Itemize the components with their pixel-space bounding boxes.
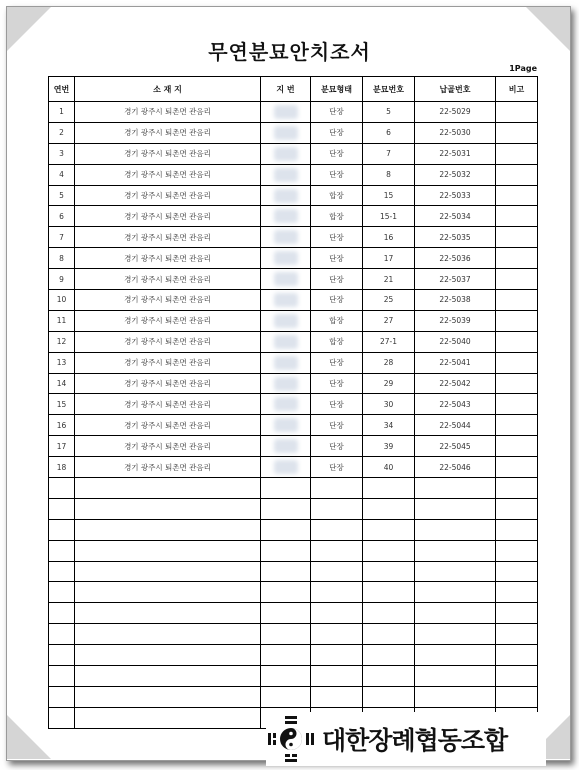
empty-cell: [496, 666, 538, 687]
cell-ossuary-number: 22-5034: [415, 206, 496, 227]
empty-table-row: [49, 686, 538, 707]
empty-cell: [311, 478, 363, 499]
empty-cell: [415, 686, 496, 707]
cell-location: 경기 광주시 퇴촌면 관음리: [75, 310, 261, 331]
cell-grave-number: 5: [363, 102, 415, 123]
cell-grave-number: 21: [363, 269, 415, 290]
cell-serial: 9: [49, 269, 75, 290]
redacted-lot-number: [274, 251, 298, 265]
cell-location: 경기 광주시 퇴촌면 관음리: [75, 185, 261, 206]
cell-ossuary-number: 22-5038: [415, 290, 496, 311]
cell-lot-number: [261, 394, 311, 415]
cell-serial: 13: [49, 352, 75, 373]
header-ossuary-number: 납골번호: [415, 77, 496, 102]
cell-grave-number: 7: [363, 143, 415, 164]
empty-cell: [363, 686, 415, 707]
empty-cell: [496, 519, 538, 540]
empty-cell: [311, 686, 363, 707]
table-row: [49, 394, 538, 415]
redacted-lot-number: [274, 230, 298, 244]
table-row: [49, 290, 538, 311]
cell-grave-type: 합장: [311, 185, 363, 206]
page-label: 1Page: [509, 64, 537, 73]
cell-location: 경기 광주시 퇴촌면 관음리: [75, 164, 261, 185]
cell-serial: 10: [49, 290, 75, 311]
cell-ossuary-number: 22-5033: [415, 185, 496, 206]
empty-cell: [75, 498, 261, 519]
cell-remarks: [496, 394, 538, 415]
redacted-lot-number: [274, 397, 298, 411]
empty-cell: [363, 540, 415, 561]
cell-lot-number: [261, 310, 311, 331]
empty-cell: [415, 666, 496, 687]
empty-cell: [75, 582, 261, 603]
cell-ossuary-number: 22-5043: [415, 394, 496, 415]
cell-lot-number: [261, 331, 311, 352]
empty-cell: [261, 498, 311, 519]
cell-location: 경기 광주시 퇴촌면 관음리: [75, 143, 261, 164]
header-grave-type: 분묘형태: [311, 77, 363, 102]
empty-cell: [75, 707, 261, 728]
cell-serial: 17: [49, 436, 75, 457]
cell-remarks: [496, 206, 538, 227]
empty-cell: [496, 624, 538, 645]
cell-grave-type: 단장: [311, 164, 363, 185]
cell-lot-number: [261, 206, 311, 227]
cell-serial: 16: [49, 415, 75, 436]
cell-location: 경기 광주시 퇴촌면 관음리: [75, 457, 261, 478]
table-row: [49, 164, 538, 185]
empty-cell: [261, 624, 311, 645]
cell-grave-type: 합장: [311, 331, 363, 352]
empty-cell: [49, 498, 75, 519]
cell-location: 경기 광주시 퇴촌면 관음리: [75, 227, 261, 248]
cell-ossuary-number: 22-5032: [415, 164, 496, 185]
cell-location: 경기 광주시 퇴촌면 관음리: [75, 248, 261, 269]
empty-table-row: [49, 540, 538, 561]
cell-remarks: [496, 310, 538, 331]
empty-cell: [49, 519, 75, 540]
cell-serial: 7: [49, 227, 75, 248]
cell-lot-number: [261, 457, 311, 478]
redacted-lot-number: [274, 147, 298, 161]
cell-grave-number: 15: [363, 185, 415, 206]
empty-cell: [415, 603, 496, 624]
cell-remarks: [496, 352, 538, 373]
cell-grave-type: 단장: [311, 415, 363, 436]
empty-cell: [49, 603, 75, 624]
redacted-lot-number: [274, 272, 298, 286]
empty-cell: [415, 645, 496, 666]
cell-grave-number: 8: [363, 164, 415, 185]
watermark-org-name: 대한장례협동조합: [322, 726, 508, 755]
empty-cell: [363, 624, 415, 645]
empty-cell: [496, 561, 538, 582]
cell-grave-type: 단장: [311, 373, 363, 394]
empty-cell: [363, 498, 415, 519]
redacted-lot-number: [274, 335, 298, 349]
empty-cell: [261, 603, 311, 624]
cell-location: 경기 광주시 퇴촌면 관음리: [75, 122, 261, 143]
cell-lot-number: [261, 373, 311, 394]
empty-cell: [496, 686, 538, 707]
empty-cell: [415, 561, 496, 582]
empty-cell: [49, 582, 75, 603]
photo-corner-bottom-left: [7, 715, 51, 759]
table-row: [49, 436, 538, 457]
table-row: [49, 269, 538, 290]
empty-cell: [75, 540, 261, 561]
empty-cell: [75, 686, 261, 707]
cell-lot-number: [261, 290, 311, 311]
empty-cell: [363, 519, 415, 540]
redacted-lot-number: [274, 189, 298, 203]
cell-grave-type: 합장: [311, 206, 363, 227]
empty-cell: [415, 540, 496, 561]
empty-cell: [363, 603, 415, 624]
header-lot-number: 지 번: [261, 77, 311, 102]
table-row: [49, 352, 538, 373]
cell-grave-number: 6: [363, 122, 415, 143]
cell-grave-type: 단장: [311, 290, 363, 311]
cell-ossuary-number: 22-5041: [415, 352, 496, 373]
empty-cell: [496, 498, 538, 519]
redacted-lot-number: [274, 460, 298, 474]
empty-cell: [415, 624, 496, 645]
empty-table-row: [49, 561, 538, 582]
cell-grave-type: 단장: [311, 143, 363, 164]
cell-location: 경기 광주시 퇴촌면 관음리: [75, 269, 261, 290]
table-row: [49, 122, 538, 143]
cell-serial: 3: [49, 143, 75, 164]
cell-grave-number: 34: [363, 415, 415, 436]
empty-table-row: [49, 624, 538, 645]
redacted-lot-number: [274, 314, 298, 328]
cell-lot-number: [261, 164, 311, 185]
empty-cell: [49, 686, 75, 707]
cell-remarks: [496, 436, 538, 457]
table-row: [49, 248, 538, 269]
cell-location: 경기 광주시 퇴촌면 관음리: [75, 415, 261, 436]
empty-cell: [311, 561, 363, 582]
empty-table-row: [49, 519, 538, 540]
empty-cell: [363, 666, 415, 687]
cell-remarks: [496, 373, 538, 394]
table-row: [49, 143, 538, 164]
empty-cell: [415, 478, 496, 499]
cell-grave-number: 25: [363, 290, 415, 311]
empty-cell: [311, 582, 363, 603]
cell-remarks: [496, 415, 538, 436]
empty-cell: [496, 540, 538, 561]
cell-grave-number: 27-1: [363, 331, 415, 352]
cell-grave-type: 단장: [311, 122, 363, 143]
cell-grave-type: 단장: [311, 227, 363, 248]
cell-ossuary-number: 22-5040: [415, 331, 496, 352]
empty-cell: [261, 519, 311, 540]
cell-remarks: [496, 122, 538, 143]
cell-remarks: [496, 331, 538, 352]
empty-cell: [261, 540, 311, 561]
empty-table-row: [49, 645, 538, 666]
cell-ossuary-number: 22-5042: [415, 373, 496, 394]
empty-cell: [415, 519, 496, 540]
grave-table: [48, 76, 538, 729]
empty-cell: [49, 540, 75, 561]
taegeuk-trigram-icon: [266, 714, 316, 764]
table-row: [49, 457, 538, 478]
empty-cell: [261, 666, 311, 687]
empty-table-row: [49, 582, 538, 603]
table-row: [49, 102, 538, 123]
cell-serial: 15: [49, 394, 75, 415]
empty-cell: [49, 666, 75, 687]
cell-grave-type: 단장: [311, 248, 363, 269]
empty-cell: [311, 540, 363, 561]
empty-cell: [49, 624, 75, 645]
cell-remarks: [496, 248, 538, 269]
cell-lot-number: [261, 185, 311, 206]
empty-cell: [75, 561, 261, 582]
cell-serial: 4: [49, 164, 75, 185]
cell-ossuary-number: 22-5035: [415, 227, 496, 248]
empty-cell: [363, 582, 415, 603]
table-row: [49, 331, 538, 352]
header-serial: 연번: [49, 77, 75, 102]
cell-grave-number: 39: [363, 436, 415, 457]
cell-lot-number: [261, 269, 311, 290]
cell-remarks: [496, 290, 538, 311]
empty-table-row: [49, 603, 538, 624]
cell-serial: 5: [49, 185, 75, 206]
cell-serial: 12: [49, 331, 75, 352]
table-row: [49, 373, 538, 394]
table-row: [49, 310, 538, 331]
cell-location: 경기 광주시 퇴촌면 관음리: [75, 373, 261, 394]
empty-cell: [311, 666, 363, 687]
empty-cell: [49, 478, 75, 499]
empty-cell: [496, 603, 538, 624]
cell-serial: 1: [49, 102, 75, 123]
empty-cell: [496, 645, 538, 666]
cell-lot-number: [261, 415, 311, 436]
empty-cell: [311, 624, 363, 645]
cell-remarks: [496, 164, 538, 185]
cell-remarks: [496, 143, 538, 164]
cell-location: 경기 광주시 퇴촌면 관음리: [75, 394, 261, 415]
cell-remarks: [496, 457, 538, 478]
empty-cell: [261, 645, 311, 666]
cell-grave-type: 단장: [311, 352, 363, 373]
empty-cell: [75, 666, 261, 687]
empty-cell: [496, 582, 538, 603]
empty-cell: [363, 561, 415, 582]
cell-ossuary-number: 22-5039: [415, 310, 496, 331]
empty-cell: [75, 645, 261, 666]
cell-remarks: [496, 269, 538, 290]
empty-cell: [261, 561, 311, 582]
cell-lot-number: [261, 102, 311, 123]
empty-cell: [363, 478, 415, 499]
empty-cell: [261, 478, 311, 499]
cell-grave-number: 29: [363, 373, 415, 394]
empty-cell: [75, 519, 261, 540]
redacted-lot-number: [274, 418, 298, 432]
empty-cell: [75, 624, 261, 645]
cell-remarks: [496, 227, 538, 248]
table-row: [49, 227, 538, 248]
header-grave-number: 분묘번호: [363, 77, 415, 102]
empty-cell: [75, 478, 261, 499]
cell-ossuary-number: 22-5044: [415, 415, 496, 436]
empty-cell: [49, 645, 75, 666]
cell-serial: 6: [49, 206, 75, 227]
cell-serial: 14: [49, 373, 75, 394]
cell-grave-number: 28: [363, 352, 415, 373]
empty-cell: [363, 645, 415, 666]
cell-location: 경기 광주시 퇴촌면 관음리: [75, 436, 261, 457]
cell-grave-type: 합장: [311, 310, 363, 331]
empty-cell: [261, 686, 311, 707]
cell-grave-type: 단장: [311, 269, 363, 290]
cell-location: 경기 광주시 퇴촌면 관음리: [75, 290, 261, 311]
empty-cell: [496, 478, 538, 499]
cell-remarks: [496, 102, 538, 123]
header-remarks: 비고: [496, 77, 538, 102]
document-title: 무연분묘안치조서: [208, 40, 371, 64]
cell-serial: 2: [49, 122, 75, 143]
empty-cell: [261, 582, 311, 603]
cell-ossuary-number: 22-5045: [415, 436, 496, 457]
table-header-row: [49, 77, 538, 102]
redacted-lot-number: [274, 209, 298, 223]
empty-cell: [311, 645, 363, 666]
cell-ossuary-number: 22-5037: [415, 269, 496, 290]
cell-grave-number: 17: [363, 248, 415, 269]
cell-grave-number: 15-1: [363, 206, 415, 227]
cell-ossuary-number: 22-5046: [415, 457, 496, 478]
cell-lot-number: [261, 352, 311, 373]
cell-grave-number: 40: [363, 457, 415, 478]
header-location: 소 재 지: [75, 77, 261, 102]
redacted-lot-number: [274, 439, 298, 453]
empty-cell: [311, 603, 363, 624]
cell-lot-number: [261, 143, 311, 164]
cell-ossuary-number: 22-5029: [415, 102, 496, 123]
table-row: [49, 206, 538, 227]
redacted-lot-number: [274, 126, 298, 140]
empty-cell: [75, 603, 261, 624]
cell-remarks: [496, 185, 538, 206]
table-row: [49, 415, 538, 436]
cell-grave-number: 16: [363, 227, 415, 248]
table-row: [49, 185, 538, 206]
cell-ossuary-number: 22-5030: [415, 122, 496, 143]
redacted-lot-number: [274, 105, 298, 119]
redacted-lot-number: [274, 356, 298, 370]
cell-serial: 11: [49, 310, 75, 331]
empty-table-row: [49, 478, 538, 499]
empty-cell: [49, 707, 75, 728]
cell-ossuary-number: 22-5031: [415, 143, 496, 164]
redacted-lot-number: [274, 293, 298, 307]
cell-lot-number: [261, 436, 311, 457]
empty-cell: [49, 561, 75, 582]
cell-grave-type: 단장: [311, 102, 363, 123]
empty-cell: [415, 498, 496, 519]
cell-location: 경기 광주시 퇴촌면 관음리: [75, 102, 261, 123]
empty-table-row: [49, 498, 538, 519]
cell-serial: 8: [49, 248, 75, 269]
cell-lot-number: [261, 227, 311, 248]
redacted-lot-number: [274, 377, 298, 391]
empty-cell: [415, 582, 496, 603]
cell-lot-number: [261, 248, 311, 269]
cell-grave-type: 단장: [311, 394, 363, 415]
cell-grave-type: 단장: [311, 457, 363, 478]
empty-table-row: [49, 666, 538, 687]
cell-location: 경기 광주시 퇴촌면 관음리: [75, 352, 261, 373]
cell-grave-type: 단장: [311, 436, 363, 457]
empty-cell: [311, 519, 363, 540]
cell-ossuary-number: 22-5036: [415, 248, 496, 269]
cell-serial: 18: [49, 457, 75, 478]
redacted-lot-number: [274, 168, 298, 182]
cell-grave-number: 27: [363, 310, 415, 331]
cell-location: 경기 광주시 퇴촌면 관음리: [75, 331, 261, 352]
watermark-logo: [266, 712, 546, 766]
cell-lot-number: [261, 122, 311, 143]
table-body: [49, 102, 538, 729]
cell-location: 경기 광주시 퇴촌면 관음리: [75, 206, 261, 227]
empty-cell: [311, 498, 363, 519]
cell-grave-number: 30: [363, 394, 415, 415]
